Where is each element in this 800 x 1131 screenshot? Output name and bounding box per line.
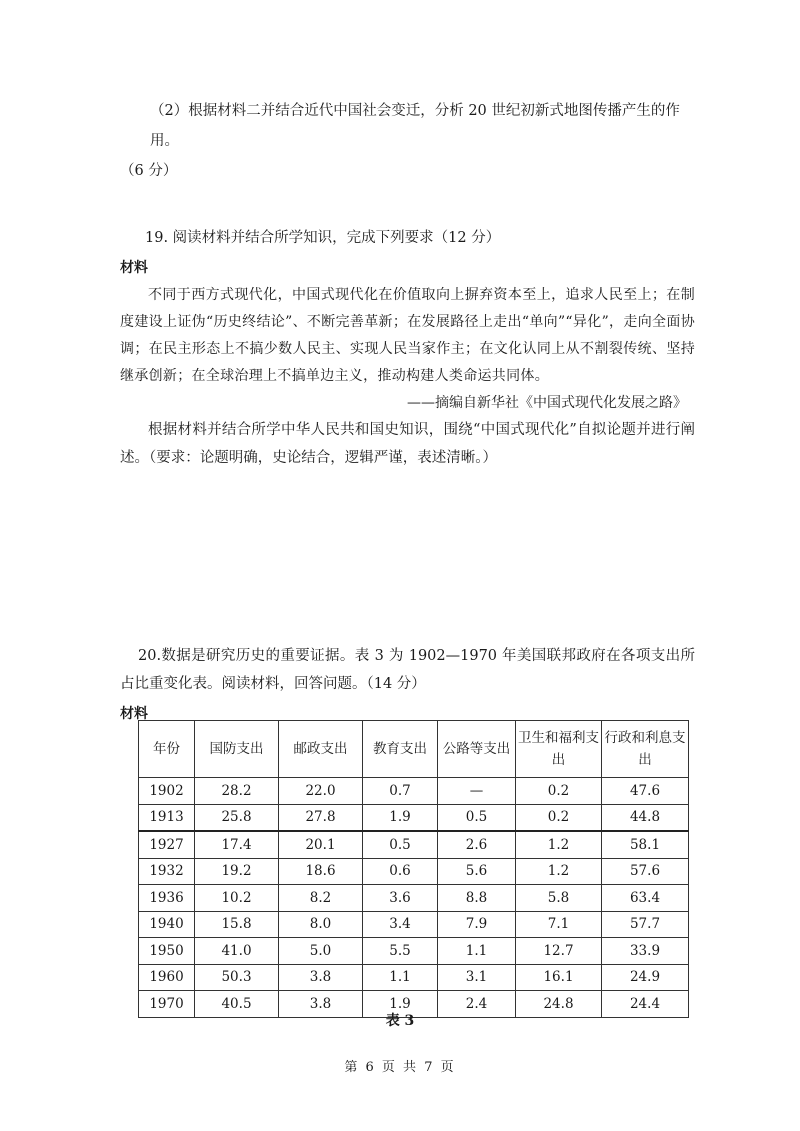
cell-value: 3.4 bbox=[363, 911, 438, 938]
table-header-row bbox=[139, 721, 689, 778]
q19-source: ——摘编自新华社《中国式现代化发展之路》 bbox=[407, 395, 687, 411]
cell-value: 3.6 bbox=[363, 885, 438, 912]
header-postal: 邮政支出 bbox=[279, 721, 363, 778]
header-highway: 公路等支出 bbox=[438, 721, 516, 778]
cell-value: 1.2 bbox=[516, 858, 602, 885]
table-row bbox=[139, 831, 689, 858]
cell-value: 28.2 bbox=[195, 778, 279, 805]
table-row bbox=[139, 885, 689, 912]
cell-value: 0.2 bbox=[516, 778, 602, 805]
header-admin: 行政和利息支出 bbox=[602, 721, 689, 778]
header-education: 教育支出 bbox=[363, 721, 438, 778]
table-row bbox=[139, 964, 689, 991]
q19-title: 19. 阅读材料并结合所学知识，完成下列要求（12 分） bbox=[145, 230, 501, 246]
cell-value: 2.6 bbox=[438, 831, 516, 858]
cell-value: 33.9 bbox=[602, 938, 689, 965]
cell-value: 1.1 bbox=[363, 964, 438, 991]
cell-value: 25.8 bbox=[195, 804, 279, 831]
cell-year: 1927 bbox=[139, 831, 195, 858]
cell-value: 5.5 bbox=[363, 938, 438, 965]
header-defense: 国防支出 bbox=[195, 721, 279, 778]
cell-year: 1932 bbox=[139, 858, 195, 885]
q19-material-label: 材料 bbox=[120, 260, 148, 276]
cell-value: 3.8 bbox=[279, 964, 363, 991]
question-20 bbox=[120, 642, 695, 728]
cell-value: 7.1 bbox=[516, 911, 602, 938]
question-18-part2 bbox=[120, 96, 695, 186]
cell-value: 0.6 bbox=[363, 858, 438, 885]
cell-value: 24.8 bbox=[516, 991, 602, 1018]
cell-value: 3.1 bbox=[438, 964, 516, 991]
table-row bbox=[139, 911, 689, 938]
cell-value: 57.7 bbox=[602, 911, 689, 938]
cell-year: 1950 bbox=[139, 938, 195, 965]
cell-value: 19.2 bbox=[195, 858, 279, 885]
cell-value: 10.2 bbox=[195, 885, 279, 912]
header-welfare: 卫生和福利支出 bbox=[516, 721, 602, 778]
cell-value: 8.0 bbox=[279, 911, 363, 938]
cell-value: 0.7 bbox=[363, 778, 438, 805]
cell-year: 1960 bbox=[139, 964, 195, 991]
cell-value: 1.9 bbox=[363, 991, 438, 1018]
cell-value: 0.5 bbox=[363, 831, 438, 858]
cell-year: 1970 bbox=[139, 991, 195, 1018]
cell-value: 5.8 bbox=[516, 885, 602, 912]
cell-value: 7.9 bbox=[438, 911, 516, 938]
q2-prompt-line2: （6 分） bbox=[120, 163, 178, 179]
cell-value: 1.2 bbox=[516, 831, 602, 858]
table-row bbox=[139, 858, 689, 885]
cell-value: 22.0 bbox=[279, 778, 363, 805]
table-caption: 表 3 bbox=[385, 1013, 415, 1029]
cell-value: 1.9 bbox=[363, 804, 438, 831]
cell-value: 40.5 bbox=[195, 991, 279, 1018]
cell-value: 20.1 bbox=[279, 831, 363, 858]
question-19 bbox=[120, 224, 695, 472]
expenditure-table bbox=[138, 720, 689, 1018]
cell-value: 17.4 bbox=[195, 831, 279, 858]
cell-value: 5.0 bbox=[279, 938, 363, 965]
cell-year: 1902 bbox=[139, 778, 195, 805]
cell-value: 41.0 bbox=[195, 938, 279, 965]
cell-year: 1913 bbox=[139, 804, 195, 831]
cell-value: 8.2 bbox=[279, 885, 363, 912]
cell-value: 50.3 bbox=[195, 964, 279, 991]
cell-value: 18.6 bbox=[279, 858, 363, 885]
q19-requirement: 根据材料并结合所学中华人民共和国史知识，围绕“中国式现代化”自拟论题并进行阐述。（要求：论题明确，史论结合，逻辑严谨，表述清晰。） bbox=[120, 422, 695, 466]
cell-year: 1940 bbox=[139, 911, 195, 938]
cell-value: 24.9 bbox=[602, 964, 689, 991]
cell-value: 3.8 bbox=[279, 991, 363, 1018]
cell-value: 2.4 bbox=[438, 991, 516, 1018]
q2-prompt-line1: （2）根据材料二并结合近代中国社会变迁，分析 20 世纪初新式地图传播产生的作用。 bbox=[150, 103, 680, 149]
cell-value: — bbox=[438, 778, 516, 805]
cell-value: 16.1 bbox=[516, 964, 602, 991]
cell-value: 58.1 bbox=[602, 831, 689, 858]
cell-year: 1936 bbox=[139, 885, 195, 912]
cell-value: 0.5 bbox=[438, 804, 516, 831]
cell-value: 24.4 bbox=[602, 991, 689, 1018]
cell-value: 12.7 bbox=[516, 938, 602, 965]
cell-value: 8.8 bbox=[438, 885, 516, 912]
cell-value: 5.6 bbox=[438, 858, 516, 885]
q19-material-text: 不同于西方式现代化，中国式现代化在价值取向上摒弃资本至上，追求人民至上；在制度建设上证伪“历史终结论”、不断完善革新；在发展路径上走出“单向”“异化”，走向全面协调；在民主形态上不搞少数人民主、实现人民当家作主；在文化认同上从不割裂传统、坚持继承创新；在全球治理上不搞单边主义，推动构建人类命运共同体。 bbox=[120, 287, 695, 384]
cell-value: 63.4 bbox=[602, 885, 689, 912]
table-row bbox=[139, 778, 689, 805]
cell-value: 47.6 bbox=[602, 778, 689, 805]
q20-material-label: 材料 bbox=[120, 706, 148, 722]
cell-value: 57.6 bbox=[602, 858, 689, 885]
page-footer: 第 6 页 共 7 页 bbox=[344, 1060, 456, 1075]
table-row bbox=[139, 804, 689, 831]
cell-value: 15.8 bbox=[195, 911, 279, 938]
table-row bbox=[139, 938, 689, 965]
cell-value: 44.8 bbox=[602, 804, 689, 831]
header-year: 年份 bbox=[139, 721, 195, 778]
q20-intro: 20.数据是研究历史的重要证据。表 3 为 1902—1970 年美国联邦政府在各项支出所占比重变化表。阅读材料，回答问题。（14 分） bbox=[120, 648, 695, 692]
cell-value: 0.2 bbox=[516, 804, 602, 831]
cell-value: 27.8 bbox=[279, 804, 363, 831]
cell-value: 1.1 bbox=[438, 938, 516, 965]
